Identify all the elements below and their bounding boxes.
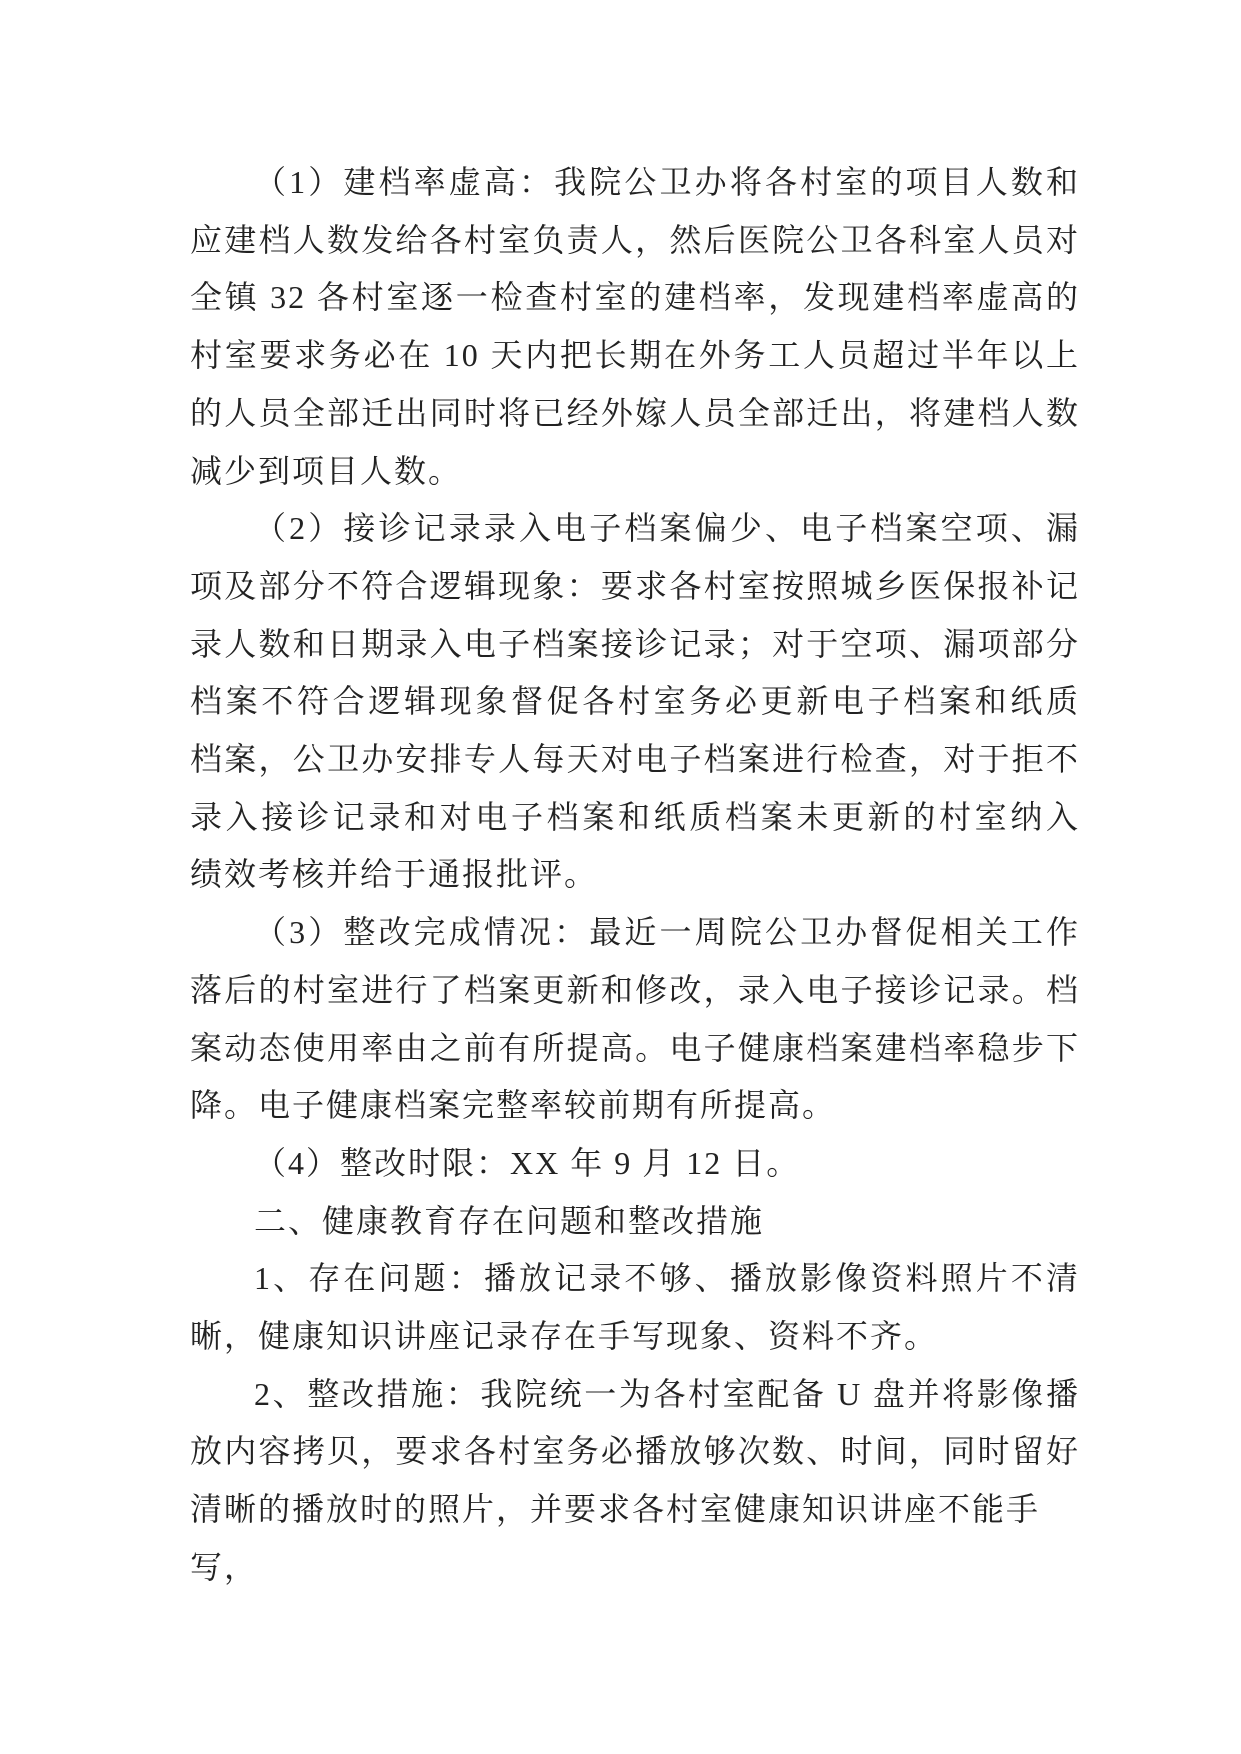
text-line: 降。电子健康档案完整率较前期有所提高。 xyxy=(190,1087,837,1124)
text-line: 应建档人数发给各村室负责人，然后医院公卫各科室人员对 xyxy=(190,221,1080,258)
text-line: 落后的村室进行了档案更新和修改，录入电子接诊记录。档 xyxy=(190,971,1080,1008)
text-line: 二、健康教育存在问题和整改措施 xyxy=(254,1202,765,1239)
text-line: 档案不符合逻辑现象督促各村室务必更新电子档案和纸质 xyxy=(190,683,1080,720)
text-line: 项及部分不符合逻辑现象：要求各村室按照城乡医保报补记 xyxy=(190,567,1080,604)
text-line: 放内容拷贝，要求各村室务必播放够次数、时间，同时留好 xyxy=(190,1433,1080,1470)
text-line: 全镇 32 各村室逐一检查村室的建档率，发现建档率虚高的 xyxy=(190,279,1080,316)
text-line: （2）接诊记录录入电子档案偏少、电子档案空项、漏 xyxy=(254,510,1080,547)
text-line: 村室要求务必在 10 天内把长期在外务工人员超过半年以上 xyxy=(190,337,1080,374)
text-line: （3）整改完成情况：最近一周院公卫办督促相关工作 xyxy=(254,914,1080,951)
text-line: 案动态使用率由之前有所提高。电子健康档案建档率稳步下 xyxy=(190,1029,1080,1066)
text-line: 晰，健康知识讲座记录存在手写现象、资料不齐。 xyxy=(190,1318,939,1355)
text-line: 2、整改措施：我院统一为各村室配备 U 盘并将影像播 xyxy=(254,1375,1080,1412)
text-line: 减少到项目人数。 xyxy=(190,452,463,489)
text-line: 档案，公卫办安排专人每天对电子档案进行检查，对于拒不 xyxy=(190,741,1080,778)
text-line: 录入接诊记录和对电子档案和纸质档案未更新的村室纳入 xyxy=(190,798,1080,835)
text-line: （1）建档率虚高：我院公卫办将各村室的项目人数和 xyxy=(254,164,1080,200)
text-line: 清晰的播放时的照片，并要求各村室健康知识讲座不能手写， xyxy=(190,1491,1041,1585)
text-line: 的人员全部迁出同时将已经外嫁人员全部迁出，将建档人数 xyxy=(190,394,1080,431)
document-body xyxy=(190,154,1080,1597)
text-line: 绩效考核并给于通报批评。 xyxy=(190,856,599,893)
text-line: （4）整改时限：XX 年 9 月 12 日。 xyxy=(254,1144,801,1181)
text-line: 1、存在问题：播放记录不够、播放影像资料照片不清 xyxy=(254,1260,1080,1297)
text-line: 录人数和日期录入电子档案接诊记录；对于空项、漏项部分 xyxy=(190,625,1080,662)
